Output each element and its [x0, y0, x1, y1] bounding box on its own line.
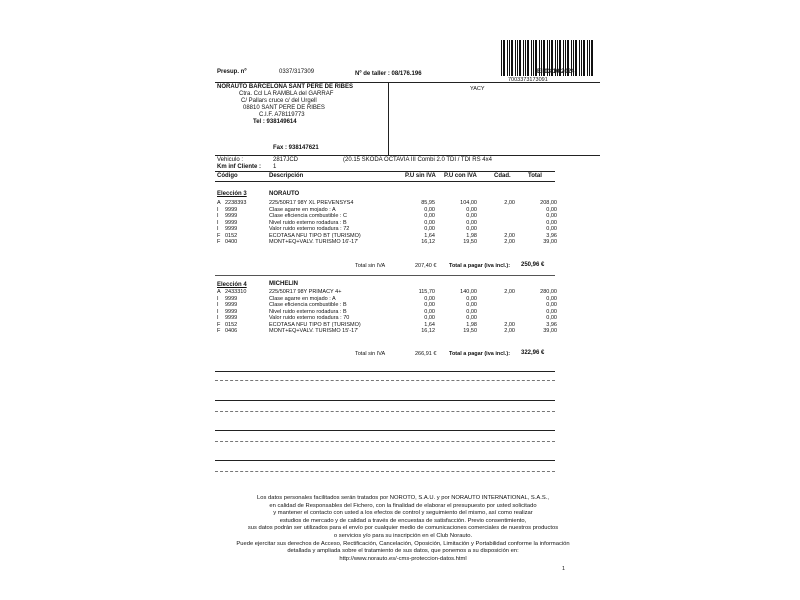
section-brand: NORAUTO	[269, 191, 300, 197]
cell-cdad: 2,00	[504, 289, 515, 295]
cell-pu-con: 104,00	[460, 200, 477, 206]
cell-code: 9999	[225, 296, 238, 302]
cell-pu-sin: 16,12	[421, 239, 435, 245]
cell-total: 3,96	[546, 322, 557, 328]
cell-t: F	[217, 322, 221, 328]
cell-total: 0,00	[546, 309, 557, 315]
legal-line: estudios de mercado y de calidad a través de encuestas de satisfacción. Previo consentimiento,	[279, 517, 527, 524]
line-item-row	[217, 315, 557, 322]
cell-code: 0152	[225, 233, 238, 239]
cell-cdad: 2,00	[504, 239, 515, 245]
line-item-row	[217, 213, 557, 220]
line-item-row	[217, 200, 557, 207]
ruled-line	[215, 460, 555, 461]
cell-pu-sin: 0,00	[424, 207, 435, 213]
vehicle-label: Vehiculo :	[217, 157, 244, 163]
cell-total: 0,00	[546, 207, 557, 213]
presup-label: Presup. nº	[217, 69, 247, 75]
cell-pu-sin: 0,00	[424, 213, 435, 219]
cell-code: 2433310	[225, 289, 247, 295]
total-sin-iva-value: 207,40 €	[415, 263, 437, 269]
cell-t: F	[217, 239, 221, 245]
legal-line: Los datos personales facilitados serán tratados por NOROTO, S.A.U. y por NORAUTO INTERNATIONAL, S.A.S.,	[257, 495, 549, 501]
legal-notice	[233, 495, 573, 563]
cell-desc: MONT+EQ+VALV. TURISMO 16'-17'	[269, 239, 359, 245]
ruled-line	[215, 371, 555, 372]
ruled-line	[215, 400, 555, 401]
company-address-2: C/ Pallars cruce c/ del Urgell	[241, 98, 317, 104]
cell-pu-con: 19,50	[463, 328, 477, 334]
cell-pu-con: 0,00	[466, 226, 477, 232]
cell-t: I	[217, 220, 219, 226]
cell-t: I	[217, 302, 219, 308]
col-pu-con-iva: P.U con IVA	[444, 173, 477, 179]
cell-t: F	[217, 233, 221, 239]
cell-t: A	[217, 289, 221, 295]
cell-total: 0,00	[546, 302, 557, 308]
cell-pu-con: 19,50	[463, 239, 477, 245]
cell-pu-sin: 0,00	[424, 309, 435, 315]
cell-code: 0406	[225, 328, 238, 334]
cell-desc: 225/50R17 98Y PRIMACY 4+	[269, 289, 342, 295]
legal-line: en calidad de Responsables del Fichero, con la finalidad de elaborar el presupuesto por usted solicitado	[269, 502, 537, 509]
cell-pu-con: 0,00	[466, 207, 477, 213]
privacy-link[interactable]: http://www.norauto.es/-cms-proteccion-datos.html	[339, 555, 467, 562]
section-title: Elección 3	[217, 191, 247, 197]
cell-pu-con: 0,00	[466, 302, 477, 308]
line-item-row	[217, 239, 557, 246]
total-sin-iva-value: 266,91 €	[415, 351, 437, 357]
col-codigo: Código	[217, 173, 238, 179]
cell-desc: Clase agarre en mojado : A	[269, 207, 336, 213]
cell-total: 3,96	[546, 233, 557, 239]
cell-code: 9999	[225, 220, 238, 226]
cell-pu-con: 0,00	[466, 213, 477, 219]
cell-pu-sin: 0,00	[424, 226, 435, 232]
cell-pu-sin: 1,64	[424, 233, 435, 239]
cell-code: 9999	[225, 302, 238, 308]
cell-t: I	[217, 213, 219, 219]
cell-pu-con: 140,00	[460, 289, 477, 295]
cell-cdad: 2,00	[504, 200, 515, 206]
cell-total: 280,00	[540, 289, 557, 295]
section-title: Elección 4	[217, 282, 247, 288]
cell-pu-con: 0,00	[466, 220, 477, 226]
cell-t: I	[217, 207, 219, 213]
quote-document	[193, 20, 606, 600]
cell-desc: Clase eficiencia combustible : C	[269, 213, 347, 219]
cell-code: 9999	[225, 207, 238, 213]
cell-desc: Valor ruido externo rodadura : 70	[269, 315, 350, 321]
cell-desc: ECOTASA NFU TIPO BT (TURISMO)	[269, 322, 361, 328]
cell-pu-sin: 0,00	[424, 220, 435, 226]
header-rule-bottom	[215, 181, 555, 182]
line-item-row	[217, 302, 557, 309]
total-sin-iva-label: Total sin IVA	[355, 263, 386, 269]
section-separator	[215, 275, 555, 276]
cell-code: 2238393	[225, 200, 247, 206]
cell-pu-sin: 0,00	[424, 315, 435, 321]
legal-line: sus datos podrán ser utilizados para el envío por cualquier medio de comunicaciones comerciales de nuestros productos	[247, 525, 559, 532]
col-cdad: Cdad.	[494, 173, 511, 179]
cell-cdad: 2,00	[504, 322, 515, 328]
ruled-line	[215, 411, 555, 412]
header-rule-top	[215, 171, 555, 172]
col-total: Total	[528, 173, 542, 179]
cell-pu-sin: 1,64	[424, 322, 435, 328]
line-item-row	[217, 328, 557, 335]
col-pu-sin-iva: P.U sin IVA	[405, 173, 436, 179]
cell-total: 208,00	[540, 200, 557, 206]
line-item-row	[217, 289, 557, 296]
ruled-line	[215, 471, 555, 472]
km-value: 1	[273, 164, 277, 170]
cell-pu-sin: 115,70	[418, 289, 435, 295]
cell-total: 0,00	[546, 220, 557, 226]
vehicle-description: (20.15 SKODA OCTAVIA III Combi 2.0 TDI / TDI RS 4x4	[343, 157, 492, 163]
cell-t: F	[217, 328, 221, 334]
ruled-line	[215, 430, 555, 431]
cell-desc: ECOTASA NFU TIPO BT (TURISMO)	[269, 233, 361, 239]
cell-desc: Nivel ruido externo rodadura : B	[269, 309, 347, 315]
km-label: Km inf Cliente :	[217, 164, 262, 170]
company-cif: C.I.F. A78119773	[259, 112, 305, 118]
cell-total: 39,00	[543, 239, 557, 245]
total-pagar-label: Total a pagar (iva incl.):	[449, 351, 511, 357]
quote-date: El 03/10/2024	[537, 69, 575, 75]
cell-total: 39,00	[543, 328, 557, 334]
cell-pu-sin: 16,12	[421, 328, 435, 334]
cell-desc: Clase agarre en mojado : A	[269, 296, 336, 302]
total-sin-iva-label: Total sin IVA	[355, 351, 386, 357]
cell-desc: Valor ruido externo rodadura : 72	[269, 226, 350, 232]
ruled-line	[215, 380, 555, 381]
customer-name: YACY	[470, 86, 485, 92]
legal-line: y mantener el contacto con usted a los efectos de control y seguimiento del mismo, así como realizar	[273, 510, 533, 517]
cell-total: 0,00	[546, 296, 557, 302]
total-pagar-label: Total a pagar (iva incl.):	[449, 263, 511, 269]
cell-desc: Clase eficiencia combustible : B	[269, 302, 347, 308]
company-phone: Tel : 938149614	[253, 119, 297, 125]
vehicle-plate: 2817JCD	[273, 157, 299, 163]
cell-code: 9999	[225, 213, 238, 219]
cell-total: 0,00	[546, 226, 557, 232]
total-pagar-value: 322,96 €	[521, 350, 545, 356]
cell-pu-con: 0,00	[466, 309, 477, 315]
cell-desc: Nivel ruido externo rodadura : B	[269, 220, 347, 226]
cell-code: 9999	[225, 226, 238, 232]
cell-pu-con: 1,98	[466, 233, 477, 239]
cell-pu-con: 0,00	[466, 315, 477, 321]
cell-pu-sin: 85,95	[421, 200, 435, 206]
legal-line: o servicios y/o para su inscripción en el Club Norauto.	[333, 532, 473, 539]
company-name: NORAUTO BARCELONA SANT PERE DE RIBES	[217, 84, 354, 90]
ruled-line	[215, 441, 555, 442]
col-descripcion: Descripción	[269, 173, 304, 179]
company-fax: Fax : 938147621	[273, 145, 319, 151]
cell-desc: 225/50R17 98Y XL PREVENSYS4	[269, 200, 354, 206]
cell-code: 0400	[225, 239, 238, 245]
cell-desc: MONT+EQ+VALV. TURISMO 15'-17'	[269, 328, 359, 334]
legal-line: detallada y ampliada sobre el tratamiento de sus datos, que ponemos a su disposición en:	[287, 548, 519, 555]
barcode-number: 7003373173091	[508, 77, 548, 83]
cell-t: I	[217, 309, 219, 315]
cell-cdad: 2,00	[504, 233, 515, 239]
company-address-1: Ctra. Ccl LA RAMBLA del GARRAF	[239, 91, 334, 97]
cell-total: 0,00	[546, 213, 557, 219]
line-item-row	[217, 226, 557, 233]
cell-t: I	[217, 226, 219, 232]
legal-line: Puede ejercitar sus derechos de Acceso, Rectificación, Cancelación, Oposición, Limitación y Portabilidad conforme la información	[236, 540, 570, 547]
cell-pu-sin: 0,00	[424, 302, 435, 308]
customer-box	[388, 82, 600, 156]
cell-pu-sin: 0,00	[424, 296, 435, 302]
company-address-3: 08810 SANT PERE DE RIBES	[243, 105, 325, 111]
page-number: 1	[562, 566, 566, 572]
cell-code: 9999	[225, 315, 238, 321]
cell-t: I	[217, 315, 219, 321]
total-pagar-value: 250,96 €	[521, 262, 545, 268]
section-brand: MICHELIN	[269, 281, 298, 287]
taller-number: Nº de taller : 08/176.196	[355, 71, 422, 77]
cell-pu-con: 0,00	[466, 296, 477, 302]
presup-value: 0337/317309	[279, 69, 315, 75]
cell-code: 9999	[225, 309, 238, 315]
cell-code: 0152	[225, 322, 238, 328]
cell-t: A	[217, 200, 221, 206]
cell-total: 0,00	[546, 315, 557, 321]
cell-cdad: 2,00	[504, 328, 515, 334]
cell-t: I	[217, 296, 219, 302]
cell-pu-con: 1,98	[466, 322, 477, 328]
